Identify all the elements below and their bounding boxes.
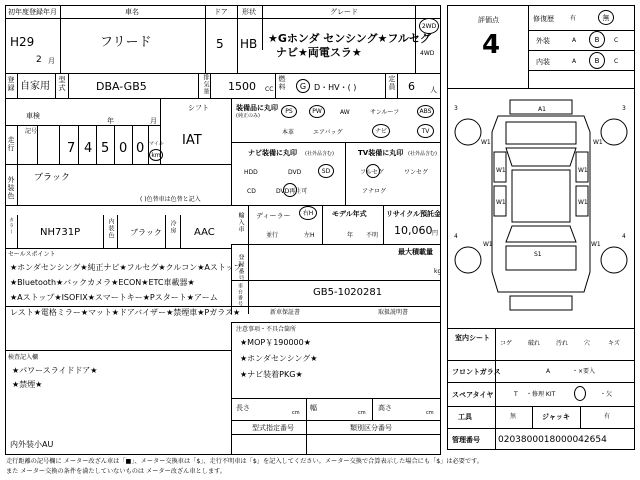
manual: 取扱説明書	[378, 309, 409, 316]
notes-label: 注意事項・不具合箇所	[236, 326, 297, 333]
diagram-mark-w1-4: W1	[578, 167, 588, 174]
diagram-mark-4-rear-right: 4	[622, 233, 626, 240]
model-year-unknown: 不明	[366, 232, 379, 239]
sales-line-2: ★Bluetooth★バックカメラ★ECON★ETC車載器★	[10, 278, 195, 287]
notes-line-3: ★ナビ装着PKG★	[240, 370, 303, 379]
shift-value: IAT	[182, 133, 202, 148]
inspector-line-1: ★パワースライドドア★	[12, 366, 98, 375]
tv-analog: アナログ	[362, 188, 387, 195]
grade-line-2: ナビ★両電スラ★	[276, 46, 362, 59]
fuel-label: 燃料	[278, 75, 286, 91]
tv-fullseg: フルセグ	[360, 169, 384, 176]
windshield-label: フロントガラス	[452, 368, 501, 376]
model-code: DBA-GB5	[96, 80, 147, 93]
diagram-body-outline	[492, 116, 590, 292]
seat-label: 室内シート	[455, 334, 490, 342]
diagram-front-left-wheel	[455, 119, 481, 145]
first-reg-era: H29	[10, 35, 35, 49]
navi-cd: CD	[247, 188, 256, 195]
displacement: 1500	[228, 80, 256, 93]
interior-grade-b-circle: B	[589, 52, 605, 69]
type-designation-label: 型式指定番号	[252, 424, 294, 432]
interior-grade-label: 内装	[536, 58, 550, 66]
seat-koge: コゲ	[500, 340, 513, 347]
height-label: 高さ	[378, 404, 392, 412]
exterior-grade-a: A	[572, 37, 577, 44]
mileage-digit-2: 4	[84, 141, 93, 156]
class-number-label: 類別区分番号	[350, 424, 392, 432]
grade-line-1: ★Gホンダ センシング★フルセグ	[268, 32, 431, 45]
sales-line-4: レスト★電格ミラー★マット★ドアバイザー★禁煙車★Pガラス★	[10, 308, 241, 317]
tools-label: 工具	[458, 413, 472, 421]
interior-color-label: 内装色	[107, 218, 114, 239]
navi-sd-circle: SD	[318, 164, 334, 178]
navi-dvd-play: DVD再生可	[276, 188, 308, 195]
sales-point-label: セールスポイント	[8, 251, 56, 258]
windshield-a: A	[546, 368, 551, 375]
km-unit-circle: km	[149, 149, 163, 161]
capacity: 6	[408, 80, 415, 93]
windshield-x: ・×要入	[572, 368, 596, 375]
spare-none: ・欠	[600, 391, 613, 398]
max-load-unit: kg	[434, 268, 442, 275]
mile-unit: マイル	[149, 141, 164, 147]
capacity-label: 定員	[388, 75, 396, 91]
cc-unit: CC	[265, 86, 274, 93]
width-cm: cm	[358, 410, 366, 416]
car-name: フリード	[100, 35, 152, 50]
color-code: NH731P	[40, 227, 81, 238]
equipment-title: 装備品に丸印	[236, 104, 278, 112]
model-label: 型式	[58, 76, 66, 92]
seat-scratch: キズ	[608, 340, 620, 347]
navi-hdd: HDD	[244, 169, 258, 176]
equip-leather: 本革	[282, 129, 295, 136]
shape-label: 形状	[242, 8, 256, 16]
sales-line-1: ★ホンダセンシング★純正ナビ★フルセグ★クルコン★Aストップ	[10, 263, 242, 272]
mileage-digit-5: 0	[136, 141, 145, 156]
exterior-grade-c: C	[614, 37, 619, 44]
mgmt-number: 0203800018000042654	[498, 435, 607, 445]
notes-line-1: ★MOP￥190000★	[240, 338, 311, 347]
navi-dvd-play-circle	[283, 183, 297, 197]
diagram-rear-window	[506, 226, 576, 242]
doors-label: ドア	[214, 8, 228, 16]
recycle-label: リサイクル預託金	[386, 210, 442, 218]
length-cm: cm	[292, 410, 300, 416]
equip-airbag: エアバッグ	[313, 129, 343, 136]
mgmt-label: 管理番号	[452, 436, 480, 444]
import-dealer: ディーラー	[256, 212, 291, 220]
notes-line-2: ★ホンダセンシング★	[240, 354, 318, 363]
jack-value: 有	[604, 413, 611, 420]
diagram-windshield	[506, 148, 576, 166]
navi-sub: (社外品含む)	[305, 151, 334, 157]
inspection-month-unit: 月	[150, 117, 157, 125]
navi-title: ナビ装備に丸印	[248, 149, 297, 157]
use-type: 自家用	[20, 81, 50, 92]
record-label: 記号	[25, 128, 38, 135]
equip-aw: AW	[340, 109, 350, 116]
color-code-label: カラー	[8, 217, 14, 235]
max-load-label: 最大積載量	[398, 248, 433, 256]
car-damage-diagram	[450, 92, 632, 324]
ac-label: 冷房	[169, 220, 176, 234]
registration-vertical-label: 登録	[7, 76, 15, 92]
shift-label: シフト	[188, 104, 209, 112]
diagram-mark-w1-6: W1	[578, 199, 588, 206]
exterior-grade-label: 外装	[536, 37, 550, 45]
diagram-mark-4-rear-left: 4	[454, 233, 458, 240]
diagram-mark-w1-7: W1	[483, 241, 493, 248]
exterior-color-label: 外装色	[7, 176, 15, 200]
exterior-color: ブラック	[34, 173, 70, 183]
repair-no-circle: 無	[598, 10, 614, 25]
drive-4wd: 4WD	[420, 50, 435, 57]
handle-right-circle: 右H	[299, 206, 317, 220]
tv-oneseg: ワンセグ	[404, 169, 429, 176]
mileage-digit-3: 5	[101, 141, 110, 156]
inspector-label: 検査記入欄	[8, 354, 39, 361]
seat-tear: 破れ	[528, 340, 541, 347]
spare-label: スペアタイヤ	[452, 391, 494, 399]
displacement-label: 排気量	[202, 74, 209, 95]
sales-line-3: ★Aストップ★ISOFIX★スマートキー★Pスタート★アーム	[10, 293, 218, 302]
inspection-year-unit: 年	[107, 117, 114, 125]
door-count: 5	[216, 37, 224, 51]
interior-grade-a: A	[572, 58, 577, 65]
first-reg-label: 初年度登録年月	[8, 8, 57, 16]
handle-left: 左H	[304, 232, 315, 239]
width-label: 幅	[310, 404, 317, 412]
recycle-unit: 円	[432, 230, 439, 237]
seat-stain: 汚れ	[556, 340, 569, 347]
exterior-grade-b-circle: B	[589, 31, 605, 48]
spare-t: T	[514, 391, 518, 398]
chassis-number: GB5-1020281	[313, 287, 383, 298]
navi-dvd: DVD	[288, 169, 302, 176]
recycle-value: 10,060	[394, 224, 433, 237]
chassis-label: 車台番号	[237, 283, 243, 307]
import-parallel: 並行	[266, 232, 279, 239]
diagram-mark-w1-3: W1	[496, 167, 506, 174]
diagram-trunk	[506, 246, 576, 270]
car-name-label: 車名	[125, 8, 139, 16]
equip-abs-circle: ABS	[417, 105, 434, 118]
new-warranty: 新車保証書	[270, 309, 301, 316]
diagram-mark-w1-1: W1	[481, 139, 491, 146]
tv-title: TV装備に丸印	[358, 149, 404, 157]
diagram-rear-left-wheel	[455, 247, 481, 273]
diagram-roof	[512, 170, 570, 222]
capacity-unit: 人	[430, 86, 437, 94]
height-cm: cm	[426, 410, 434, 416]
tools-value: 無	[510, 413, 517, 420]
diagram-rear-bumper	[510, 296, 572, 310]
diagram-hood	[506, 122, 576, 144]
diagram-rear-right-wheel	[601, 247, 627, 273]
diagram-mark-3-front-left: 3	[454, 105, 458, 112]
equipment-sub: (純正のみ)	[236, 113, 260, 119]
first-reg-month: 2	[36, 55, 42, 65]
inspector-line-2: ★禁煙★	[12, 380, 43, 389]
ac-type: AAC	[194, 227, 215, 238]
equip-pw-circle: PW	[309, 105, 325, 118]
diagram-mark-w1-2: W1	[593, 139, 603, 146]
tv-sub: (社外品含む)	[408, 151, 437, 157]
tv-fullseg-circle	[366, 164, 380, 178]
footer-line-2: また メーター交換の条件を満たしていないものは メーター改ざん車とします。	[6, 468, 226, 475]
spare-kit-circle	[574, 386, 586, 401]
interior-note: 内外装小AU	[10, 440, 54, 449]
interior-color: ブラック	[130, 228, 162, 237]
length-label: 長さ	[236, 404, 250, 412]
grade-label: グレード	[330, 8, 358, 16]
body-shape: HB	[240, 37, 258, 51]
score-value: 4	[482, 30, 501, 60]
model-year-unit: 年	[347, 232, 354, 239]
score-label: 評価点	[478, 16, 499, 24]
spare-kit: ・修理 KIT	[526, 391, 556, 398]
footer-line-1: 走行距離の記号欄に メーター改ざん車は「■」、メーター交換車は「$」、走行不明車は「$」を記入してください。メーター交換で合算表示した場合にも「$」は必要です。	[6, 458, 483, 465]
diagram-mark-s1: S1	[534, 251, 542, 258]
model-year-label: モデル年式	[332, 210, 367, 218]
diagram-mark-3-front-right: 3	[622, 105, 626, 112]
repair-label: 修復歴	[533, 15, 554, 23]
registration-label: 登録番号	[237, 254, 244, 282]
import-label: 輸入車	[237, 212, 244, 233]
diagram-mark-a1: A1	[538, 106, 546, 113]
drive-2wd-circle: 2WD	[419, 18, 439, 34]
inspection-label: 車検	[26, 112, 40, 120]
repair-yes: 有	[570, 15, 577, 22]
interior-grade-c: C	[614, 58, 619, 65]
mileage-digit-1: 7	[67, 141, 76, 156]
month-unit: 月	[48, 57, 55, 65]
diagram-mark-w1-5: W1	[496, 199, 506, 206]
equip-navi-circle: ナビ	[372, 124, 390, 138]
diagram-front-right-wheel	[601, 119, 627, 145]
diagram-mark-w1-8: W1	[591, 241, 601, 248]
seat-hole: 穴	[584, 340, 591, 347]
fuel-options: D・HV・( )	[314, 83, 357, 92]
equip-tv-circle: TV	[417, 124, 434, 138]
mileage-digit-4: 0	[119, 141, 128, 156]
color-change-note: ( )色替車は色替と記入	[140, 196, 201, 203]
jack-label: ジャッキ	[542, 413, 570, 421]
equip-sunroof: サンルーフ	[370, 109, 400, 116]
mileage-label: 走行	[7, 136, 15, 152]
fuel-gasoline-circle: G	[296, 79, 310, 93]
equip-ps-circle: PS	[281, 105, 297, 118]
